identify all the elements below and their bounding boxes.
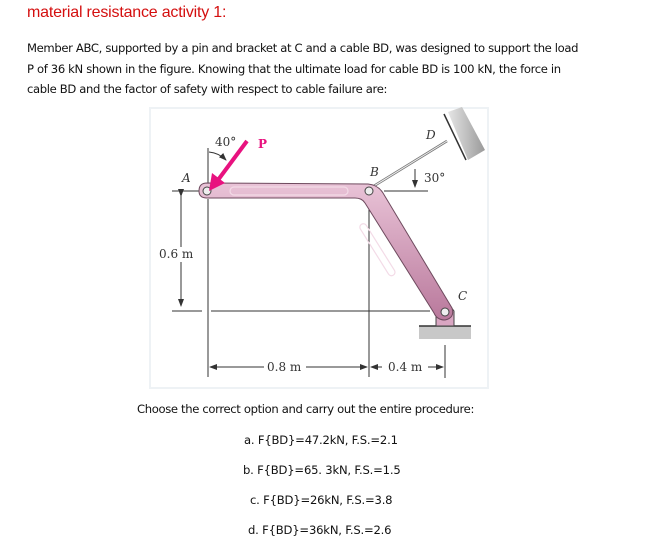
question-prompt: Choose the correct option and carry out the entire procedure: bbox=[137, 402, 475, 416]
label-p: P bbox=[258, 137, 268, 151]
option-a[interactable]: a. F{BD}=47.2kN, F.S.=2.1 bbox=[244, 433, 398, 447]
figure-frame bbox=[150, 108, 488, 388]
option-b[interactable]: b. F{BD}=65. 3kN, F.S.=1.5 bbox=[243, 463, 401, 477]
member-abc bbox=[199, 183, 453, 320]
option-c[interactable]: c. F{BD}=26kN, F.S.=3.8 bbox=[250, 493, 393, 507]
pin-c bbox=[441, 308, 449, 316]
angle-cable-label: 30° bbox=[424, 171, 446, 185]
dim-ab-label: 0.8 m bbox=[267, 360, 302, 374]
wall-support-d bbox=[444, 107, 485, 160]
label-a: A bbox=[182, 171, 191, 185]
problem-line: Member ABC, supported by a pin and bracket at C and a cable BD, was designed to support the load bbox=[27, 41, 579, 55]
label-c: C bbox=[458, 289, 468, 303]
option-d[interactable]: d. F{BD}=36kN, F.S.=2.6 bbox=[248, 523, 392, 537]
problem-line: P of 36 kN shown in the figure. Knowing that the ultimate load for cable BD is 100 kN, the force in bbox=[27, 61, 561, 76]
activity-title: material resistance activity 1: bbox=[27, 4, 227, 21]
problem-line: cable BD and the factor of safety with respect to cable failure are: bbox=[27, 82, 388, 96]
label-b: B bbox=[370, 165, 379, 179]
dim-vertical-label: 0.6 m bbox=[159, 247, 194, 261]
angle-p-label: 40° bbox=[215, 135, 237, 149]
ground bbox=[419, 326, 471, 339]
pin-b bbox=[365, 187, 373, 195]
dim-bc-label: 0.4 m bbox=[388, 360, 423, 374]
label-d: D bbox=[426, 128, 436, 142]
